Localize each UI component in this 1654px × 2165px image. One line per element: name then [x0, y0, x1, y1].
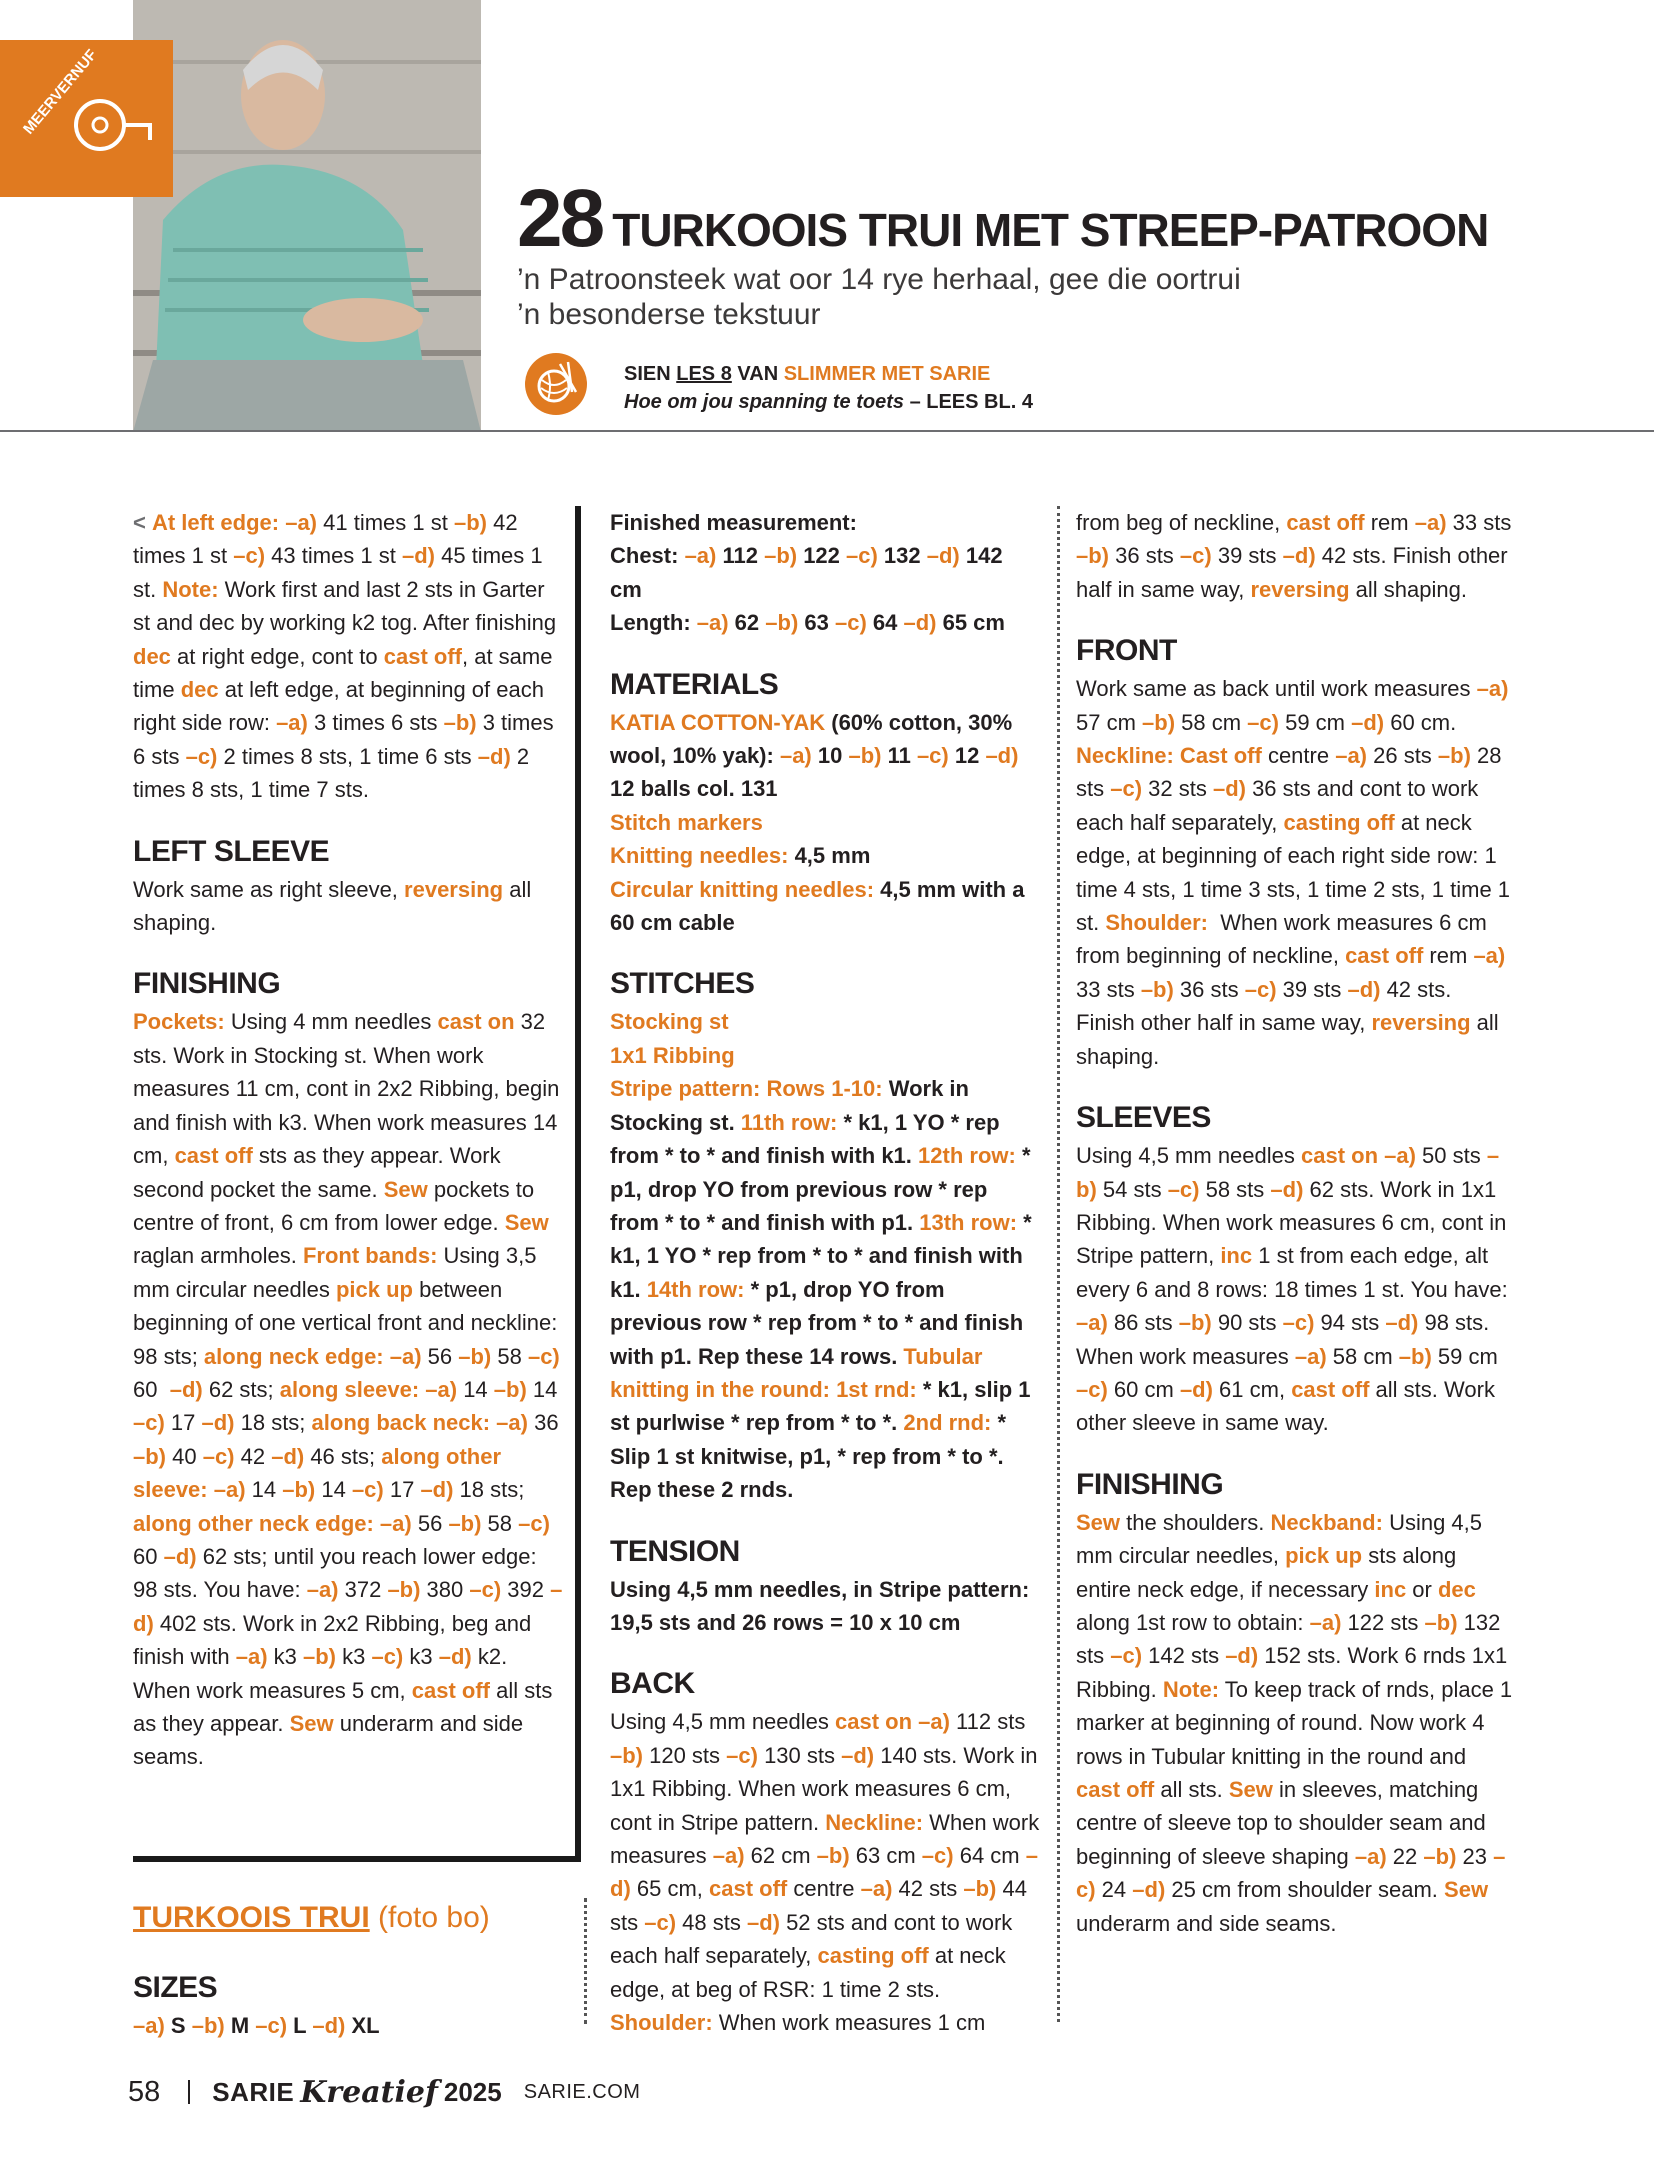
column-3 — [1076, 506, 1516, 1940]
paragraph: Work same as right sleeve, reversing all shaping. — [133, 876, 532, 936]
paragraph: from beg of neckline, cast off rem –a) 33 sts –b) 36 sts –c) 39 sts –d) 42 sts. Finish other half in same way, reversing all shaping. — [1076, 510, 1512, 602]
paragraph: Using 4,5 mm needles cast on –a) 50 sts –b) 54 sts –c) 58 sts –d) 62 sts. Work in 1x1 Ribbing. When work measures 6 cm, cont in Stripe pattern, inc 1 st from each edge, alt every 6 and 8 rows: 18 times 1 st. You have: –a) 86 sts –b) 90 sts –c) 94 sts –d) 98 sts. When work measures –a) 58 cm –b) 59 cm –c) 60 cm –d) 61 cm, cast off all sts. Work other sleeve in same way. — [1076, 1143, 1508, 1436]
section-heading-back: BACK — [610, 1667, 695, 1701]
paragraph: Pockets: Using 4 mm needles cast on 32 sts. Work in Stocking st. When work measures 11 cm, cont in 2x2 Ribbing, begin and finish with k3. When work measures 14 cm, cast off sts as they appear. Work second pocket the same. Sew pockets to centre of front, 6 cm from lower edge. Sew raglan armholes. Front bands: Using 3,5 mm circular needles pick up between beginning of one vertical front and neckline: 98 sts; along neck edge: –a) 56 –b) 58 –c) 60 –d) 62 sts; along sleeve: –a) 14 –b) 14 –c) 17 –d) 18 sts; along back neck: –a) 36 –b) 40 –c) 42 –d) 46 sts; along other sleeve: –a) 14 –b) 14 –c) 17 –d) 18 sts; along other neck edge: –a) 56 –b) 58 –c) 60 –d) 62 sts; until you reach lower edge: 98 sts. You have: –a) 372 –b) 380 –c) 392 –d) 402 sts. Work in 2x2 Ribbing, beg and finish with –a) k3 –b) k3 –c) k3 –d) k2. When work measures 5 cm, cast off all sts as they appear. Sew underarm and side seams. — [133, 1009, 563, 1770]
dotted-divider — [584, 1898, 587, 2024]
section-heading-finishing: FINISHING — [133, 967, 281, 1001]
column-1 — [133, 506, 563, 1774]
howto-label: Hoe om jou spanning te toets — [624, 391, 905, 413]
magazine-brand-script: Kreatief — [300, 2074, 438, 2110]
subtitle-line-2: ’n besonderse tekstuur — [517, 298, 821, 331]
paragraph: Using 4,5 mm needles, in Stripe pattern: 19,5 sts and 26 rows = 10 x 10 cm — [610, 1576, 1030, 1635]
magazine-brand: SARIE — [212, 2076, 295, 2107]
paragraph: < At left edge: –a) 41 times 1 st –b) 42 times 1 st –c) 43 times 1 st –d) 45 times 1 st. Note: Work first and last 2 sts in Garter st and dec by working k2 tog. After finishing dec at right edge, cont to cast off, at same time dec at left edge, at beginning of each right side row: –a) 3 times 6 sts –b) 3 times 6 sts –c) 2 times 8 sts, 1 time 6 sts –d) 2 times 8 sts, 1 time 7 sts. — [133, 510, 557, 803]
paragraph: Work same as back until work measures –a) 57 cm –b) 58 cm –c) 59 cm –d) 60 cm. Neckline: Cast off centre –a) 26 sts –b) 28 sts –c) 32 sts –d) 36 sts and cont to work each half separately, casting off at neck edge, at beginning of each right side row: 1 time 4 sts, 1 time 3 sts, 1 time 2 sts, 1 time 1 st. Shoulder: When work measures 6 cm from beginning of neckline, cast off rem –a) 33 sts –b) 36 sts –c) 39 sts –d) 42 sts. Finish other half in same way, reversing all shaping. — [1076, 676, 1511, 1069]
man-in-sweater-photo — [133, 0, 481, 432]
section-heading-stitches: STITCHES — [610, 967, 755, 1001]
lees-reference: – LEES BL. 4 — [904, 391, 1033, 413]
column-2 — [610, 506, 1040, 2039]
lesson-reference — [624, 360, 1033, 416]
section-heading-sleeves: SLEEVES — [1076, 1101, 1211, 1135]
page-number: 58 — [128, 2075, 161, 2108]
page-footer — [128, 2072, 640, 2112]
sizes-section — [133, 1967, 380, 2042]
hero-photo — [133, 0, 481, 432]
footer-separator — [188, 2080, 190, 2104]
paragraph: Finished measurement: Chest: –a) 112 –b) 122 –c) 132 –d) 142 cm Length: –a) 62 –b) 63 –c) 64 –d) 65 cm — [610, 510, 1005, 636]
sien-label: SIEN — [624, 363, 671, 385]
section-heading-finishing-2: FINISHING — [1076, 1467, 1224, 1501]
dotted-divider — [1057, 506, 1060, 2022]
paragraph: KATIA COTTON-YAK (60% cotton, 30% wool, 10% yak): –a) 10 –b) 11 –c) 12 –d) 12 balls col. 131 Stitch markers Knitting needles: 4,5 mm Circular knitting needles: 4,5 mm with a 60 cm cable — [610, 709, 1025, 936]
column-divider — [575, 506, 581, 1862]
paragraph: Using 4,5 mm needles cast on –a) 112 sts –b) 120 sts –c) 130 sts –d) 140 sts. Work in 1x1 Ribbing. When work measures 6 cm, cont in Stripe pattern. Neckline: When work measures –a) 62 cm –b) 63 cm –c) 64 cm –d) 65 cm, cast off centre –a) 42 sts –b) 44 sts –c) 48 sts –d) 52 sts and cont to work each half separately, casting off at neck edge, at beg of RSR: 1 time 2 sts. Shoulder: When work measures 1 cm — [610, 1709, 1040, 2036]
article-subtitle — [517, 262, 1417, 332]
section-heading-sizes: SIZES — [133, 1971, 218, 2004]
pattern-number: 28 — [517, 173, 603, 264]
section-divider — [133, 1856, 581, 1862]
van-label: VAN — [737, 363, 779, 385]
lesson-link[interactable]: LES 8 — [676, 363, 732, 385]
tape-measure-icon — [0, 40, 173, 197]
yarn-ball-icon — [524, 352, 588, 416]
header-divider — [0, 430, 1654, 432]
section-heading-materials: MATERIALS — [610, 667, 779, 701]
section-heading-front: FRONT — [1076, 634, 1177, 668]
badge-label: MEERVERNUF — [20, 46, 101, 138]
magazine-year: 2025 — [443, 2076, 502, 2107]
article-title — [517, 173, 1617, 264]
website-link[interactable]: SARIE.COM — [523, 2080, 641, 2103]
pattern-title: TURKOOIS TRUI MET STREEP-PATROON — [612, 204, 1489, 256]
meervernuf-badge — [0, 40, 173, 197]
subtitle-line-1: ’n Patroonsteek wat oor 14 rye herhaal, gee die oortrui — [517, 263, 1241, 296]
paragraph: Stocking st 1x1 Ribbing Stripe pattern: Rows 1-10: Work in Stocking st. 11th row: * k1, 1 YO * rep from * to * and finish with k1. 12th row: * p1, drop YO from previous row * rep from * to * and finish with p1. 13th row: * k1, 1 YO * rep from * to * and finish with k1. 14th row: * p1, drop YO from previous row * rep from * to * and finish with p1. Rep these 14 rows. Tubular knitting in the round: 1st rnd: * k1, slip 1 st purlwise * rep from * to *. 2nd rnd: * Slip 1 st knitwise, p1, * rep from * to *. Rep these 2 rnds. — [610, 1009, 1032, 1503]
slimmer-met-sarie-label: SLIMMER MET SARIE — [783, 363, 991, 385]
chevron-left-icon: < — [133, 510, 146, 535]
pattern-name: TURKOOIS TRUI (foto bo) — [133, 1901, 490, 1934]
section-heading-tension: TENSION — [610, 1534, 740, 1568]
paragraph: –a) S –b) M –c) L –d) XL — [133, 2013, 380, 2038]
section-heading-left-sleeve: LEFT SLEEVE — [133, 834, 330, 868]
paragraph: Sew the shoulders. Neckband: Using 4,5 mm circular needles, pick up sts along entire neck edge, if necessary inc or dec along 1st row to obtain: –a) 122 sts –b) 132 sts –c) 142 sts –d) 152 sts. Work 6 rnds 1x1 Ribbing. Note: To keep track of rnds, place 1 marker at beginning of round. Now work 4 rows in Tubular knitting in the round and cast off all sts. Sew in sleeves, matching centre of sleeve top to shoulder seam and beginning of sleeve shaping –a) 22 –b) 23 –c) 24 –d) 25 cm from shoulder seam. Sew underarm and side seams. — [1076, 1509, 1513, 1936]
